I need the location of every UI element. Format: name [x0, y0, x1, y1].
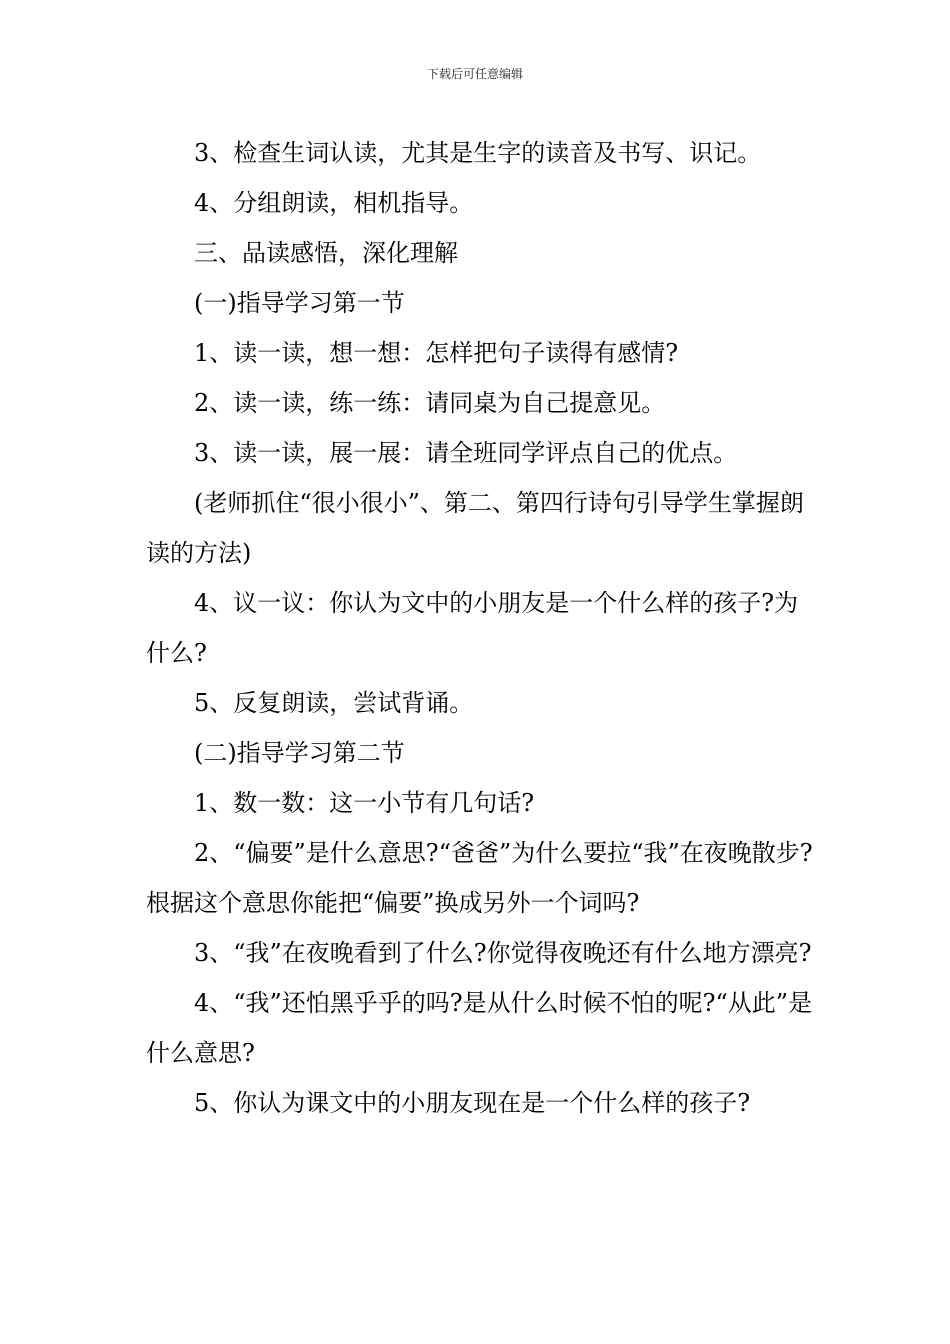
paragraph-item-5: 5、反复朗读，尝试背诵。: [194, 689, 474, 717]
paragraph-step-3-check-words: 3、检查生词认读，尤其是生字的读音及书写、识记。: [194, 139, 762, 167]
subsection-heading-1: (一)指导学习第一节: [194, 289, 405, 317]
section-heading-3: 三、品读感悟，深化理解: [194, 239, 458, 267]
paragraph-item-2: 2、读一读，练一练：请同桌为自己提意见。: [194, 389, 666, 417]
paragraph-sub-item-4: 4、“我”还怕黑乎乎的吗?是从什么时候不怕的呢?“从此”是什么意思?: [146, 989, 813, 1067]
paragraph-item-4: 4、议一议：你认为文中的小朋友是一个什么样的孩子?为什么?: [146, 589, 799, 667]
paragraph-step-4-group-reading: 4、分组朗读，相机指导。: [194, 189, 474, 217]
paragraph-sub-item-5: 5、你认为课文中的小朋友现在是一个什么样的孩子?: [194, 1089, 751, 1117]
paragraph-item-1: 1、读一读，想一想：怎样把句子读得有感情?: [194, 339, 679, 367]
paragraph-teacher-note: (老师抓住“很小很小”、第二、第四行诗句引导学生掌握朗读的方法): [146, 489, 804, 567]
document-body: [146, 128, 818, 1128]
paragraph-sub-item-1: 1、数一数：这一小节有几句话?: [194, 789, 535, 817]
paragraph-item-3: 3、读一读，展一展：请全班同学评点自己的优点。: [194, 439, 738, 467]
paragraph-sub-item-2: 2、“偏要”是什么意思?“爸爸”为什么要拉“我”在夜晚散步?根据这个意思你能把“偏要”换成另外一个词吗?: [146, 839, 813, 917]
page-header-note: 下载后可任意编辑: [426, 67, 523, 81]
subsection-heading-2: (二)指导学习第二节: [194, 739, 405, 767]
paragraph-sub-item-3: 3、“我”在夜晚看到了什么?你觉得夜晚还有什么地方漂亮?: [194, 939, 812, 967]
